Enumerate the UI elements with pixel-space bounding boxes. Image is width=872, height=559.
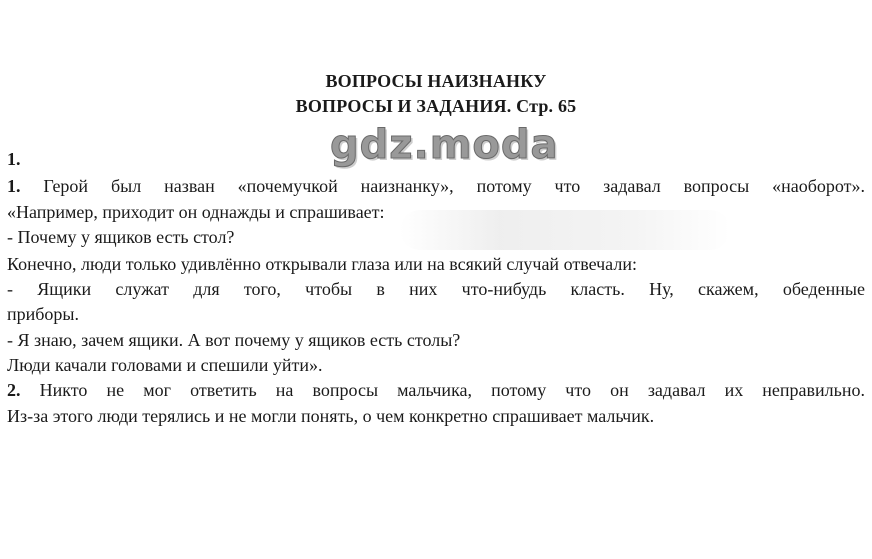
answer-1-line — [7, 174, 865, 198]
answer-2-continuation: Из-за этого люди терялись и не могли понять, о чем конкретно спрашивает мальчик. — [7, 406, 655, 426]
watermark-logo: gdz.moda — [330, 122, 559, 168]
quote-line: - Ящики служат для того, чтобы в них что-нибудь класть. Ну, скажем, обеденные — [7, 279, 865, 299]
quote-line: - Я знаю, зачем ящики. А вот почему у ящиков есть столы? — [7, 330, 461, 350]
answer-2-number: 2. — [7, 380, 21, 400]
page-title: ВОПРОСЫ НАИЗНАНКУ — [325, 71, 547, 91]
answer-1-text: Герой был назван «почемучкой наизнанку», потому что задавал вопросы «наоборот». — [43, 176, 866, 196]
quote-line: - Почему у ящиков есть стол? — [7, 227, 235, 247]
answer-2-text: Никто не мог ответить на вопросы мальчика, потому что он задавал их неправильно. — [39, 380, 866, 400]
answer-1-number: 1. — [7, 176, 21, 196]
quote-line: Конечно, люди только удивлённо открывали глаза или на всякий случай отвечали: — [7, 254, 637, 274]
page-subtitle: ВОПРОСЫ И ЗАДАНИЯ. Стр. 65 — [295, 96, 577, 116]
quote-line: «Например, приходит он однажды и спрашивает: — [7, 202, 385, 222]
section-number: 1. — [7, 149, 21, 169]
answer-2-line — [7, 378, 865, 402]
quote-line: приборы. — [7, 304, 80, 324]
quote-line: Люди качали головами и спешили уйти». — [7, 355, 323, 375]
